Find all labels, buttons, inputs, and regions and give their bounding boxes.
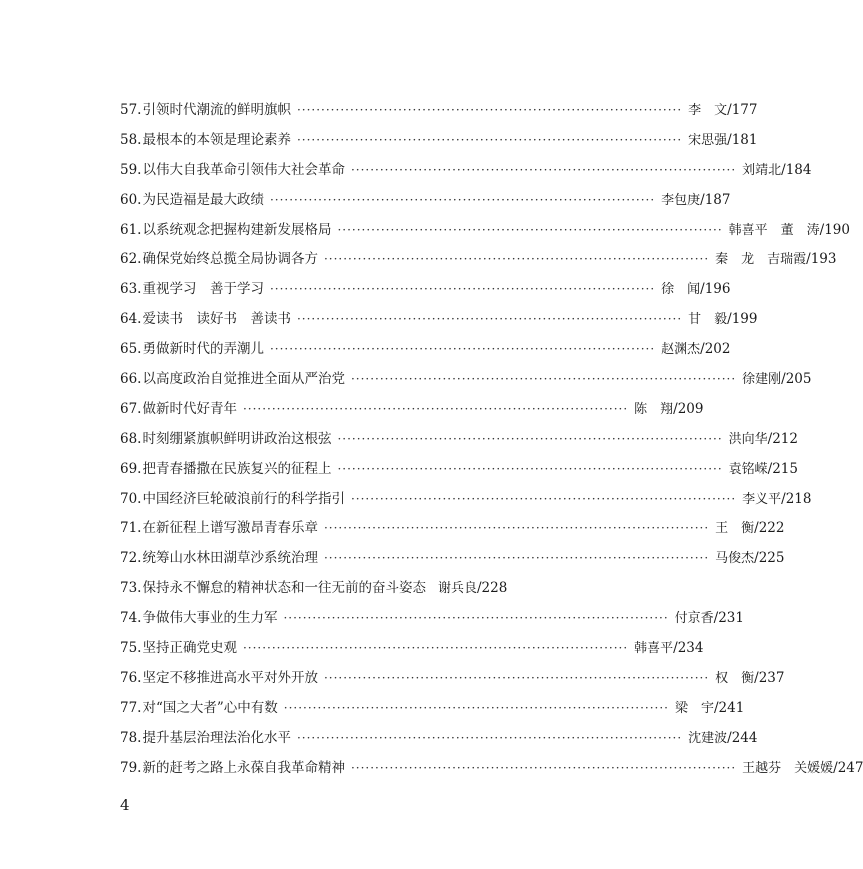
entry-title: 保持永不懈怠的精神状态和一往无前的奋斗姿态 [142,580,426,597]
entry-title: 勇做新时代的弄潮儿 [142,341,264,358]
entry-page: /181 [727,131,758,148]
entry-page: /234 [673,640,704,657]
toc-entry [120,275,731,305]
entry-author: 刘靖北 [742,162,782,178]
entry-title: 新的赶考之路上永葆自我革命精神 [142,759,345,776]
toc-entry [120,754,863,784]
entry-author: 韩喜平 董 涛 [728,222,820,238]
entry-title: 时刻绷紧旗帜鲜明讲政治这根弦 [142,430,332,447]
entry-page: /190 [819,221,850,238]
entry-author: 宋思强 [688,132,728,148]
entry-number: 73. [120,580,142,597]
entry-number: 75. [120,640,142,657]
toc-entry [120,604,744,634]
entry-page: /244 [727,729,758,746]
entry-author: 赵渊杰 [661,342,701,358]
dot-leader: ················································································ [269,342,656,357]
entry-author: 秦 龙 吉瑞霞 [715,252,807,268]
entry-author: 李义平 [742,491,782,507]
entry-number: 58. [120,131,142,148]
entry-title: 把青春播撒在民族复兴的征程上 [142,460,332,477]
toc-entry [120,186,731,216]
toc-entry [120,156,812,186]
toc-entry [120,455,798,485]
toc-entry [120,544,785,574]
entry-number: 57. [120,102,142,118]
dot-leader: ················································································ [350,491,737,506]
entry-number: 65. [120,341,142,358]
dot-leader: ················································································ [323,521,710,536]
entry-title: 做新时代好青年 [142,400,237,417]
entry-title: 确保党始终总揽全局协调各方 [142,251,318,268]
entry-author: 付京香 [674,611,714,627]
dot-leader: ················································································ [269,282,656,297]
entry-title: 以高度政治自觉推进全面从严治党 [142,371,345,388]
entry-page: /231 [713,610,744,627]
entry-title: 提升基层治理法治化水平 [142,729,291,746]
entry-page: /177 [727,102,758,118]
entry-title: 中国经济巨轮破浪前行的科学指引 [142,490,345,507]
entry-author: 沈建波 [688,730,728,746]
entry-title: 坚定不移推进高水平对外开放 [142,669,318,686]
dot-leader: ················································································ [337,431,723,446]
dot-leader: ················································································ [350,372,737,387]
dot-leader: ················································································ [269,192,656,207]
entry-number: 60. [120,191,142,208]
page-number: 4 [120,796,130,814]
entry-number: 70. [120,490,142,507]
entry-author: 陈 翔 [634,401,674,417]
dot-leader: ················································································ [296,132,683,147]
toc-entry [120,485,812,515]
toc-entry [120,425,798,455]
entry-author: 王 衡 [715,521,755,537]
entry-number: 79. [120,759,142,776]
entry-title: 为民造福是最大政绩 [142,191,264,208]
entry-author: 梁 宇 [674,700,714,716]
dot-leader: ················································································ [283,611,669,626]
entry-number: 67. [120,400,142,417]
entry-page: /202 [700,341,731,358]
entry-author: 韩喜平 [634,641,674,657]
entry-page: /209 [673,400,704,417]
toc-entry [120,335,731,365]
toc-entry [120,245,837,275]
entry-number: 63. [120,281,142,298]
entry-author: 甘 毅 [688,312,728,328]
toc-entry [120,724,758,754]
dot-leader: ················································································ [350,162,737,177]
entry-page: /199 [727,311,758,328]
entry-number: 69. [120,460,142,477]
toc-entry [120,96,758,126]
dot-leader: ················································································ [337,461,723,476]
entry-page: /196 [700,281,731,298]
entry-author: 李 文 [688,103,728,118]
entry-page: /228 [477,580,508,597]
toc-entry [120,574,508,604]
entry-title: 在新征程上谱写激昂青春乐章 [142,520,318,537]
table-of-contents [120,96,863,783]
toc-entry [120,395,704,425]
entry-number: 71. [120,520,142,537]
dot-leader: ················································································ [296,730,683,745]
entry-author: 徐 闻 [661,282,701,298]
entry-number: 72. [120,550,142,567]
entry-page: /225 [754,550,785,567]
dot-leader: ················································································ [242,401,629,416]
entry-page: /193 [806,251,837,268]
entry-author: 徐建刚 [742,372,782,388]
entry-page: /222 [754,520,785,537]
dot-leader: ················································································ [296,103,683,117]
entry-number: 68. [120,430,142,447]
entry-title: 重视学习 善于学习 [142,281,264,298]
entry-title: 爱读书 读好书 善读书 [142,311,291,328]
toc-entry [120,514,785,544]
entry-number: 59. [120,161,142,178]
entry-page: /218 [781,490,812,507]
entry-title: 最根本的本领是理论素养 [142,131,291,148]
entry-author: 王越芬 关媛媛 [742,760,834,776]
toc-entry [120,126,758,156]
entry-author: 李包庚 [661,192,701,208]
dot-leader: ················································································ [283,700,669,715]
entry-number: 66. [120,371,142,388]
entry-page: /241 [713,699,745,716]
dot-leader: ················································································ [323,252,710,267]
entry-page: /184 [781,161,812,178]
entry-author: 马俊杰 [715,551,755,567]
entry-author: 袁铭嵘 [728,461,768,477]
entry-title: 对“国之大者”心中有数 [142,699,278,716]
toc-entry [120,305,758,335]
entry-number: 61. [120,221,142,238]
entry-page: /237 [754,669,785,686]
entry-number: 77. [120,699,142,716]
entry-title: 争做伟大事业的生力军 [142,610,278,627]
entry-page: /215 [767,460,798,477]
entry-number: 64. [120,311,142,328]
dot-leader: ················································································ [296,312,683,327]
toc-entry [120,365,812,395]
entry-page: /205 [781,371,812,388]
dot-leader: ················································································ [337,222,723,237]
entry-author: 权 衡 [715,670,755,686]
entry-number: 74. [120,610,142,627]
entry-page: /187 [700,191,731,208]
dot-leader: ················································································ [323,551,710,566]
entry-number: 62. [120,251,142,268]
entry-title: 以伟大自我革命引领伟大社会革命 [142,161,345,178]
dot-leader: ················································································ [350,760,737,775]
entry-title: 统筹山水林田湖草沙系统治理 [142,550,318,567]
toc-entry [120,216,850,246]
toc-entry [120,664,785,694]
entry-number: 78. [120,729,142,746]
toc-entry [120,634,704,664]
entry-page: /247 [833,759,863,776]
entry-title: 以系统观念把握构建新发展格局 [142,221,332,238]
entry-author: 谢兵良 [437,581,477,597]
toc-entry [120,694,745,724]
entry-title: 引领时代潮流的鲜明旗帜 [142,102,291,118]
entry-author: 洪向华 [728,431,768,447]
dot-leader: ················································································ [323,670,710,685]
dot-leader: ················································································ [242,641,629,656]
entry-title: 坚持正确党史观 [142,640,237,657]
entry-number: 76. [120,669,142,686]
entry-page: /212 [767,430,798,447]
